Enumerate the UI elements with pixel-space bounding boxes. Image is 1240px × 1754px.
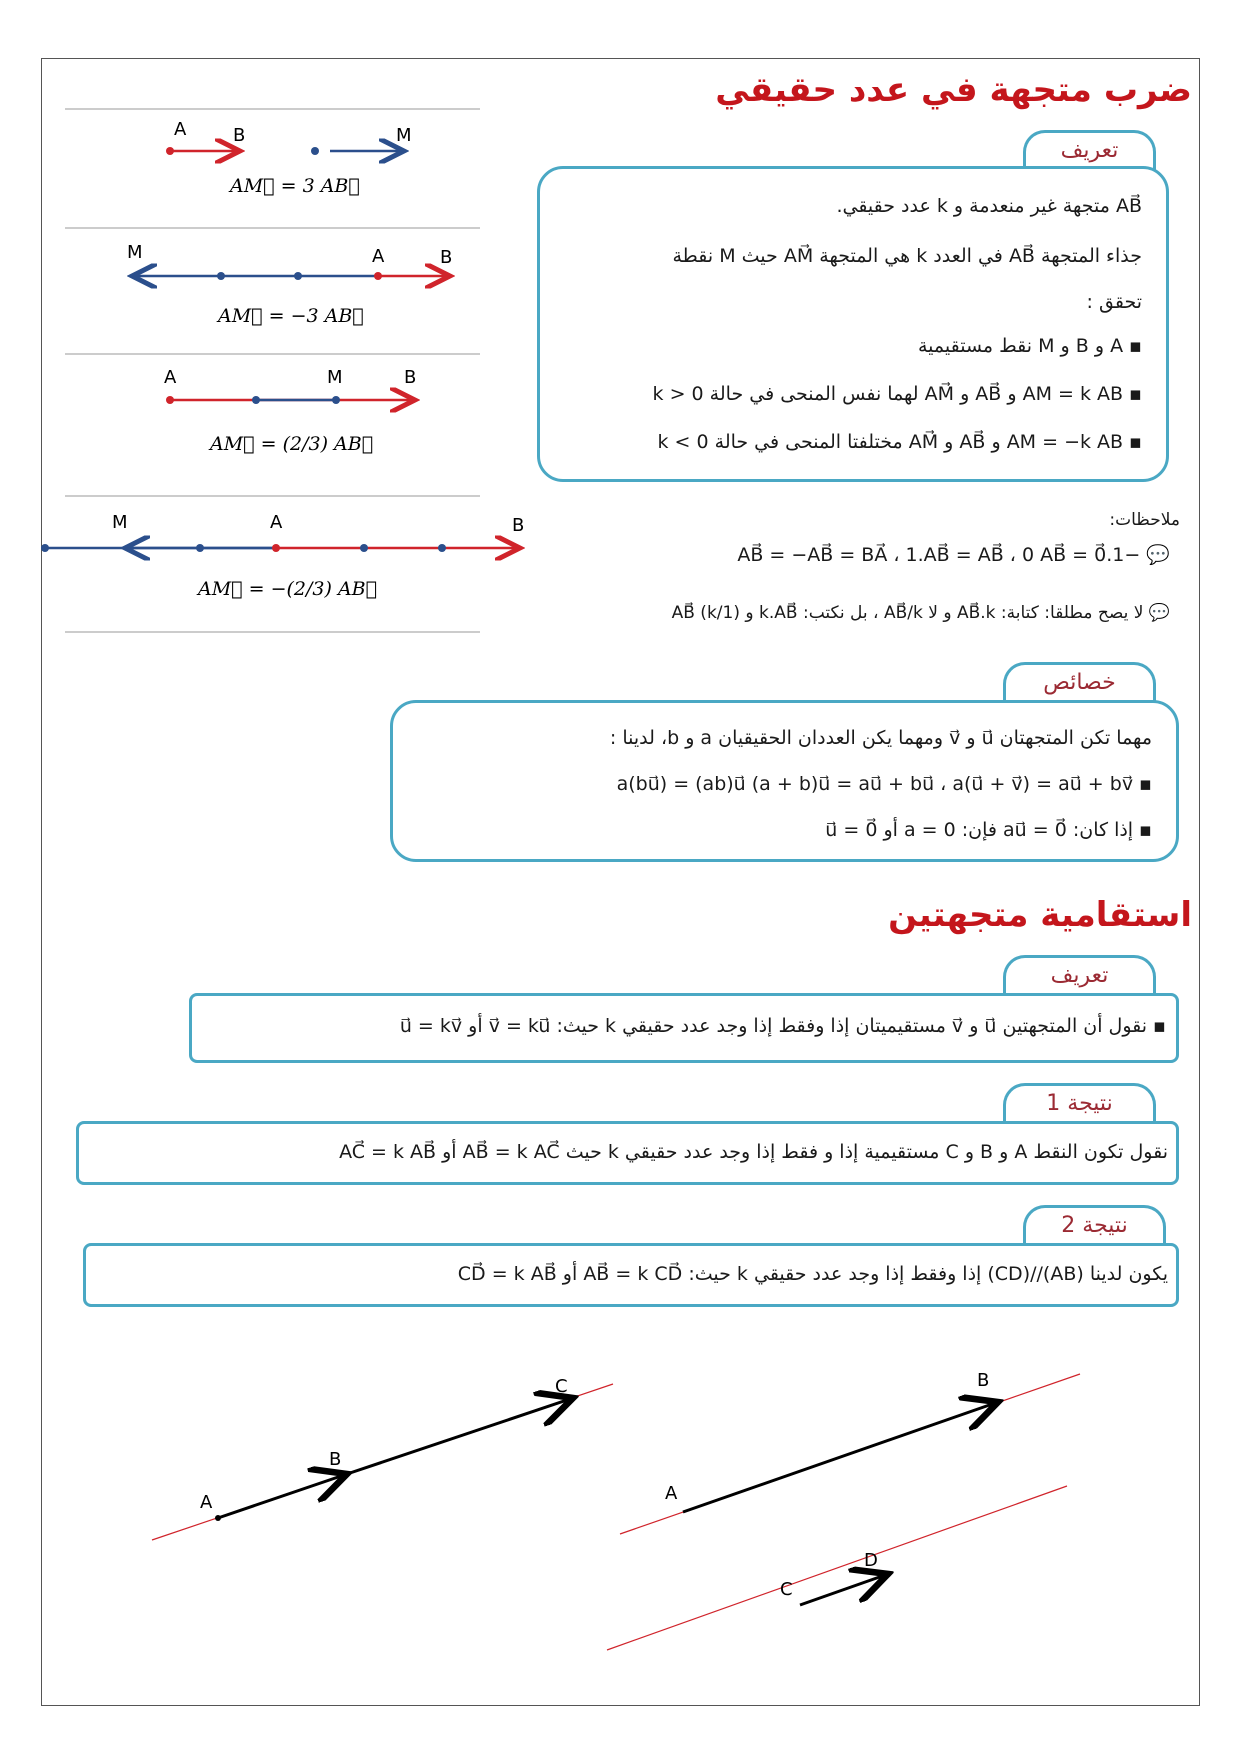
section2-title: استقامية متجهتين (888, 895, 1192, 935)
vector-diagrams (40, 100, 560, 700)
left-collinear-figure (152, 1376, 613, 1540)
definition-line-1: AB⃗ متجهة غير منعدمة و k عدد حقيقي. (836, 195, 1142, 217)
definition-bullet-1: ▪ A و B و M نقط مستقيمية (917, 335, 1142, 357)
definition-tab-2: تعريف (1003, 955, 1156, 995)
diagram-3-label-b: B (404, 367, 417, 388)
speech-bubble-icon: 💬 (1146, 544, 1170, 566)
diagram-4 (41, 512, 524, 600)
left-label-b: B (329, 1449, 342, 1470)
note-2-text: لا يصح مطلقا: كتابة: AB⃗.k و لا AB⃗/k ، بل نكتب: k.AB⃗ و (1/k) AB⃗ (671, 603, 1144, 623)
speech-bubble-icon: 💬 (1148, 603, 1170, 623)
result1-tab: نتيجة 1 (1003, 1083, 1156, 1123)
definition-line-2: جذاء المتجهة AB⃗ في العدد k هي المتجهة AM⃗ حيث M نقطة (672, 245, 1142, 267)
diagram-4-label-m: M (112, 512, 128, 533)
diagram-2-label-a: A (372, 246, 385, 267)
note-1-text: −1.AB⃗ = −AB⃗ = BA⃗ ، 1.AB⃗ = AB⃗ ، 0 AB⃗ = 0⃗ (737, 544, 1141, 566)
diagram-2-label-m: M (127, 242, 143, 263)
diagram-2 (127, 242, 452, 327)
result2-text: يكون لدينا (AB)//(CD) إذا وفقط إذا وجد عدد حقيقي k حيث: AB⃗ = k CD⃗ أو CD⃗ = k AB⃗ (457, 1263, 1168, 1285)
right-label-d: D (864, 1550, 878, 1571)
collinearity-figures (40, 1370, 1200, 1670)
diagram-4-label-a: A (270, 512, 283, 533)
definition-line-3: تحقق : (1086, 291, 1142, 313)
diagram-3-label-m: M (327, 367, 343, 388)
definition-bullet-2: ▪ AM = k AB و AB⃗ و AM⃗ لهما نفس المنحى في حالة k > 0 (652, 383, 1142, 405)
diagram-4-formula: AM⃗ = −(2/3) AB⃗ (198, 578, 378, 600)
diagram-3-formula: AM⃗ = (2/3) AB⃗ (210, 433, 374, 455)
result2-box (83, 1243, 1179, 1307)
diagram-3-label-a: A (164, 367, 177, 388)
right-label-a: A (665, 1483, 678, 1504)
properties-tab: خصائص (1003, 662, 1156, 702)
diagram-1-label-m: M (396, 125, 412, 146)
result2-tab: نتيجة 2 (1023, 1205, 1166, 1245)
right-label-c: C (780, 1579, 793, 1600)
properties-box (390, 700, 1179, 862)
properties-line-2: ▪ a(bu⃗) = (ab)u⃗ (a + b)u⃗ = au⃗ + bu⃗ ، a(u⃗ + v⃗) = au⃗ + bv⃗ (616, 773, 1152, 795)
definition-bullet-3: ▪ AM = −k AB و AB⃗ و AM⃗ مختلفتا المنحى في حالة k < 0 (657, 431, 1142, 453)
section1-title: ضرب متجهة في عدد حقيقي (715, 70, 1192, 110)
definition-2-text: ▪ نقول أن المتجهتين u⃗ و v⃗ مستقيميتان إذا وفقط إذا وجد عدد حقيقي k حيث: v⃗ = ku⃗ أو u⃗ = kv⃗ (399, 1015, 1166, 1037)
result1-box (76, 1121, 1179, 1185)
diagram-1-label-b: B (233, 125, 246, 146)
diagram-1 (166, 119, 412, 197)
diagram-4-label-b: B (512, 515, 525, 536)
diagram-1-formula: AM⃗ = 3 AB⃗ (230, 175, 360, 197)
diagram-3 (164, 367, 416, 455)
definition-box-1 (537, 166, 1169, 482)
result1-text: نقول تكون النقط A و B و C مستقيمية إذا و فقط إذا وجد عدد حقيقي k حيث AB⃗ = k AC⃗ أو AC⃗ = k AB⃗ (339, 1141, 1168, 1163)
diagram-2-label-b: B (440, 247, 453, 268)
properties-line-3: ▪ إذا كان: au⃗ = 0⃗ فإن: a = 0 أو u⃗ = 0⃗ (825, 819, 1152, 841)
diagram-2-formula: AM⃗ = −3 AB⃗ (218, 305, 364, 327)
note-2 (672, 603, 1170, 623)
notes-title: ملاحظات: (1109, 510, 1180, 530)
note-1 (737, 543, 1170, 566)
right-label-b: B (977, 1370, 990, 1391)
definition-tab-1: تعريف (1023, 130, 1156, 170)
diagram-1-label-a: A (174, 119, 187, 140)
left-label-c: C (555, 1376, 568, 1397)
definition-box-2 (189, 993, 1179, 1063)
properties-line-1: مهما تكن المتجهتان u⃗ و v⃗ ومهما يكن العددان الحقيقيان a و b، لدينا : (609, 727, 1152, 749)
left-label-a: A (200, 1492, 213, 1513)
right-parallel-figure (607, 1370, 1080, 1650)
